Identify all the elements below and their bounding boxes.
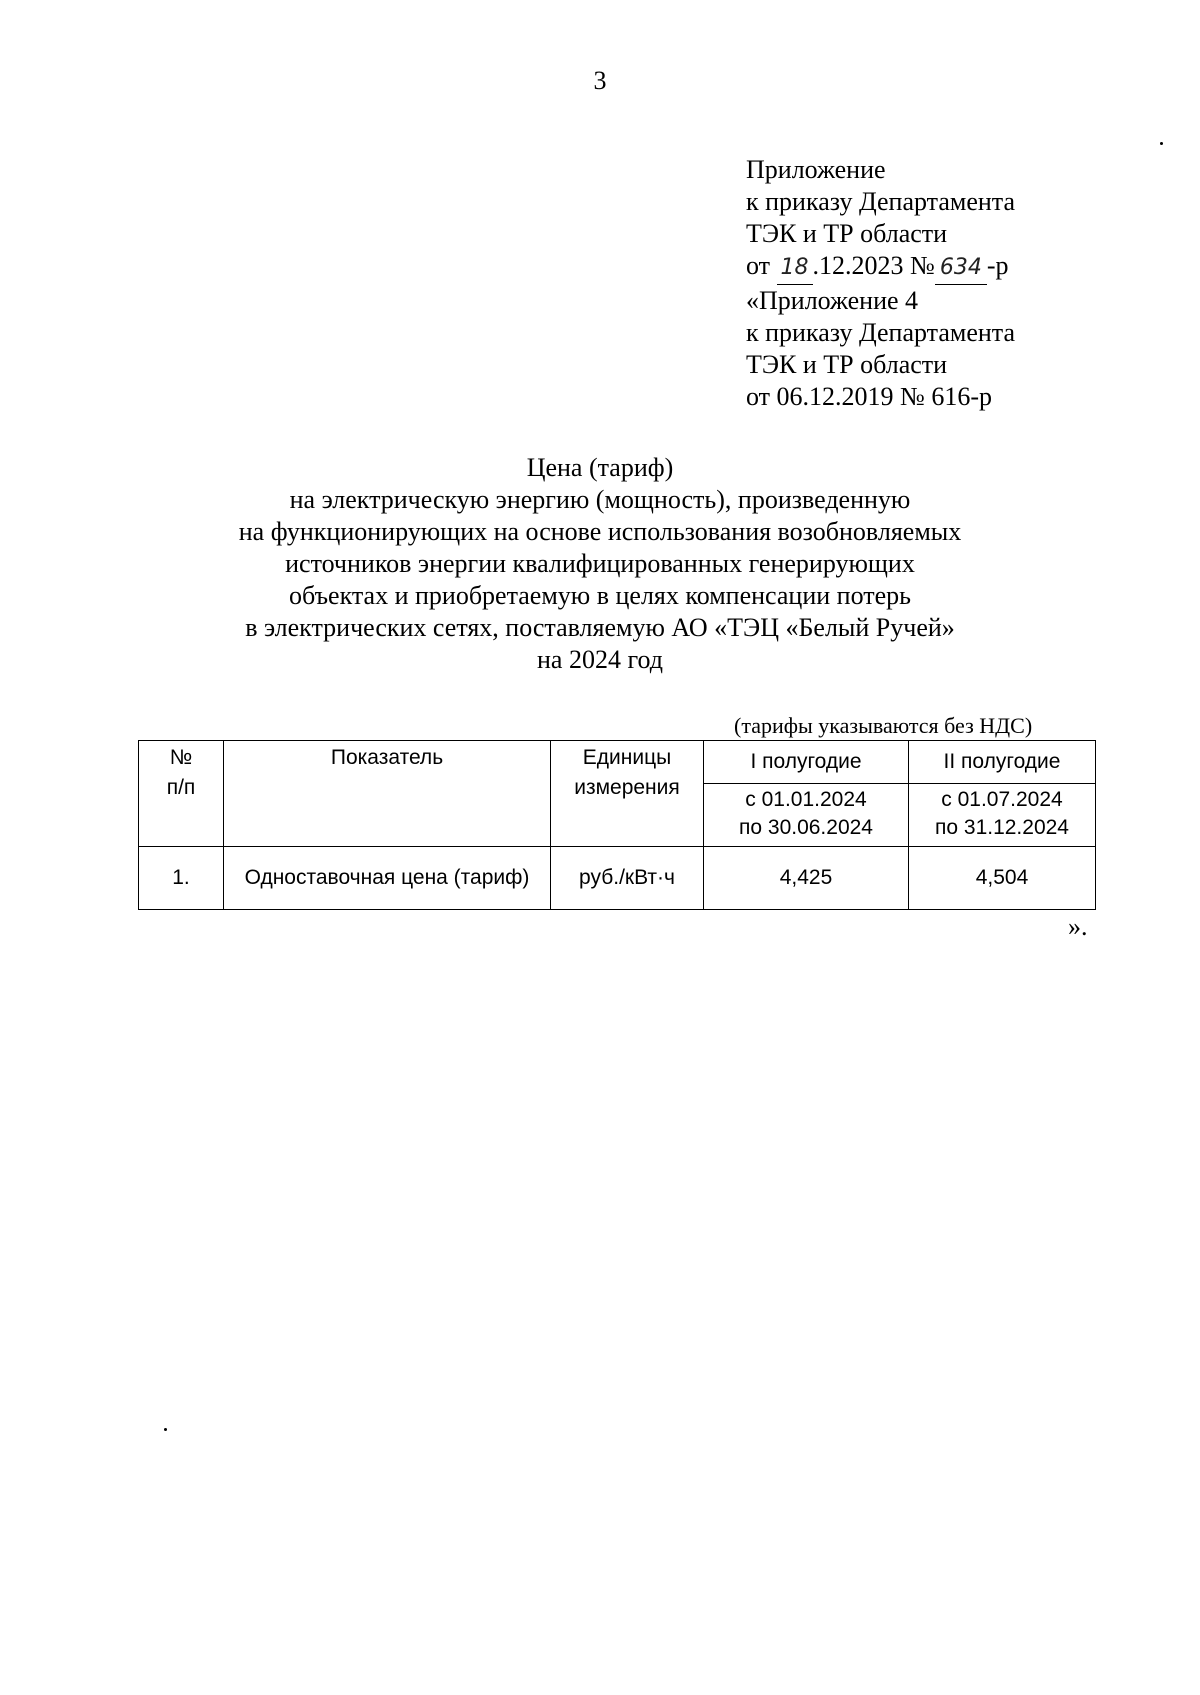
addendum-block — [746, 154, 1015, 413]
header-half1-period — [704, 784, 909, 847]
scan-speck — [1160, 142, 1163, 145]
title-line: объектах и приобретаемую в целях компенсации потерь — [289, 581, 911, 610]
vat-note: (тарифы указываются без НДС) — [734, 713, 1033, 738]
date-rest: .12.2023 № — [812, 251, 935, 280]
addendum-line: «Приложение 4 — [746, 286, 919, 315]
scan-speck — [164, 1428, 167, 1431]
cell-unit: руб./кВт·ч — [551, 847, 704, 910]
addendum-line: ТЭК и ТР области — [746, 219, 948, 248]
handwritten-day: 18 — [777, 252, 813, 285]
header-half2: II полугодие — [909, 741, 1096, 784]
addendum-line: от 06.12.2019 № 616-р — [746, 382, 992, 411]
title-line: источников энергии квалифицированных генерирующих — [285, 549, 915, 578]
header-unit-line1: Единицы — [582, 746, 672, 769]
handwritten-order-number: 634 — [935, 252, 987, 285]
half2-to: по 31.12.2024 — [935, 816, 1069, 839]
header-half1: I полугодие — [704, 741, 909, 784]
header-half2-period — [909, 784, 1096, 847]
addendum-line: ТЭК и ТР области — [746, 350, 948, 379]
title-line: Цена (тариф) — [526, 453, 674, 482]
table-row — [139, 847, 1096, 910]
header-num-line1: № — [169, 746, 193, 769]
header-num-line2: п/п — [166, 776, 196, 799]
table-header-row — [139, 741, 1096, 784]
title-line: на электрическую энергию (мощность), произведенную — [289, 485, 911, 514]
document-title — [0, 452, 1200, 676]
header-unit — [551, 741, 704, 847]
title-line: на функционирующих на основе использования возобновляемых — [238, 517, 962, 546]
half2-from: с 01.07.2024 — [941, 788, 1063, 811]
addendum-line: Приложение — [746, 155, 886, 184]
cell-half2-value: 4,504 — [909, 847, 1096, 910]
cell-half1-value: 4,425 — [704, 847, 909, 910]
tariff-table — [138, 740, 1096, 910]
header-indicator: Показатель — [224, 741, 551, 847]
order-suffix: -р — [986, 251, 1009, 280]
cell-indicator: Одноставочная цена (тариф) — [224, 847, 551, 910]
header-num — [139, 741, 224, 847]
closing-quote: ». — [1068, 912, 1088, 941]
title-line: в электрических сетях, поставляемую АО «ТЭЦ «Белый Ручей» — [245, 613, 955, 642]
addendum-line: к приказу Департамента — [746, 187, 1016, 216]
half1-from: с 01.01.2024 — [745, 788, 867, 811]
addendum-line: к приказу Департамента — [746, 318, 1016, 347]
addendum-date-line — [746, 250, 1015, 285]
date-prefix: от — [746, 251, 777, 280]
title-line: на 2024 год — [537, 645, 663, 674]
half1-to: по 30.06.2024 — [739, 816, 873, 839]
header-unit-line2: измерения — [574, 776, 680, 799]
page-number: 3 — [593, 66, 607, 95]
cell-num: 1. — [139, 847, 224, 910]
